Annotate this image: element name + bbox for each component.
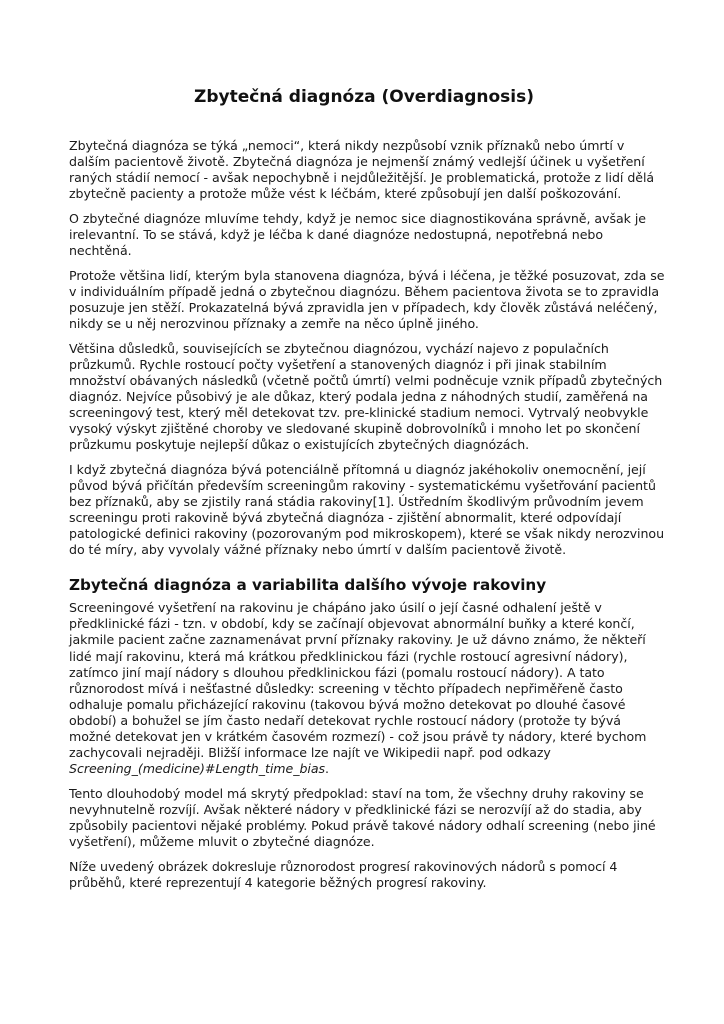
paragraph-population-studies: Většina důsledků, souvisejících se zbytečnou diagnózou, vychází najevo z populačních průzkumů. Rychle rostoucí počty vyšetření a stanovených diagnóz i při jinak stabilním množství obávaných následků (včetně počtů úmrtí) velmi podněcuje vznik případů zbytečných diagnóz. Nejvíce působivý je ale důkaz, který podala jedna z náhodných studií, zaměřená na screeningový test, který měl detekovat tzv. pre-klinické stadium nemoci. Vytrvalý neobvykle vysoký výskyt zjištěné choroby ve sledované skupině dobrovolníků i mnoho let po skončení průzkumu poskytuje nejlepší důkaz o existujících zbytečných diagnózách. [69,340,663,453]
paragraph-figure-intro: Níže uvedený obrázek dokresluje různorodost progresí rakovinových nádorů s pomocí 4 průběhů, které reprezentují 4 kategorie běžných progresí rakoviny. [69,858,618,890]
document-title: Zbytečná diagnóza (Overdiagnosis) [194,87,534,107]
paragraph-cancer-screening: I když zbytečná diagnóza bývá potenciálně přítomná u diagnóz jakéhokoliv onemocnění, její původ bývá přičítán především screeningům rakoviny - systematickému vyšetřování pacientů bez příznaků, aby se zjistily raná stádia rakoviny[1]. Ústředním škodlivým průvodním jevem screeningu proti rakovině bývá zbytečná diagnóza - zjištění abnormalit, které odpovídají patologické definici rakoviny (pozorovaným pod mikroskopem), které se však nikdy nerozvinou do té míry, aby vyvolaly vážné příznaky nebo úmrtí v dalším pacientově životě. [69,461,665,558]
paragraph-screening-preclinical [69,600,665,777]
paragraph-hidden-assumption: Tento dlouhodobý model má skrytý předpoklad: staví na tom, že všechny druhy rakoviny se nevyhnutelně rozvíjí. Avšak některé nádory v předklinické fázi se nerozvíjí až do stadia, aby způsobily pacientovi nějaké problémy. Pokud právě takové nádory odhalí screening (nebo jiné vyšetření), můžeme mluvit o zbytečné diagnóze. [69,785,656,850]
section-heading-cancer-variability: Zbytečná diagnóza a variabilita dalšího vývoje rakoviny [69,576,547,595]
paragraph-text: Screeningové vyšetření na rakovinu je chápáno jako úsilí o její časné odhalení ještě v předklinické fázi - tzn. v období, kdy se začínají objevovat abnormální buňky a které končí, jakmile pacient začne zaznamenávat první příznaky rakoviny. Je už dávno známo, že někteří lidé mají rakovinu, která má krátkou předklinickou fázi (rychle rostoucí agresivní nádory), zatímco jiní mají nádory s dlouhou předklinickou fázi (pomalu rostoucí nádory). A tato různorodost mívá i nešťastné důsledky: screening v těchto případech nepřiměřeně často odhaluje pomalu přicházející rakovinu (takovou bývá možno detekovat po dlouhé časové období) a bohužel se jím často nedaří detekovat rychle rostoucí nádory (protože ty bývá možné detekovat jen v krátkém časovém rozmezí) - což jsou právě ty nádory, které bychom zachycovali nejraději. Bližší informace lze najít ve Wikipedii např. pod odkazy [69,600,647,761]
document-body [69,138,665,899]
paragraph-overdiagnosis-definition: Zbytečná diagnóza se týká „nemoci“, která nikdy nezpůsobí vznik příznaků nebo úmrtí v dalším pacientově životě. Zbytečná diagnóza je nejmenší známý vedlejší účinek u vyšetření raných stádií nemocí - avšak nepochybně i nejdůležitější. Je problematická, protože z lidí dělá zbytečně pacienty a protože může vést k léčbám, které způsobují jen další poškozování. [69,138,655,202]
paragraph-irrelevant-diagnosis: O zbytečné diagnóze mluvíme tehdy, když je nemoc sice diagnostikována správně, avšak je irelevantní. To se stává, když je léčba k dané diagnóze nedostupná, nepotřebná nebo nechtěná. [69,210,646,259]
paragraph-end: . [325,761,329,777]
paragraph-individual-assessment: Protože většina lidí, kterým byla stanovena diagnóza, bývá i léčena, je těžké posuzovat, zda se v individuálním případě jedná o zbytečnou diagnózu. Během pacientova života se to zpravidla posuzuje jen stěží. Prokazatelná bývá zpravidla jen v případech, kdy člověk zůstává neléčený, nikdy se u něj nerozvinou příznaky a zemře na něco úplně jiného. [69,267,665,331]
wiki-reference-link: Screening_(medicine)#Length_time_bias [69,761,326,777]
